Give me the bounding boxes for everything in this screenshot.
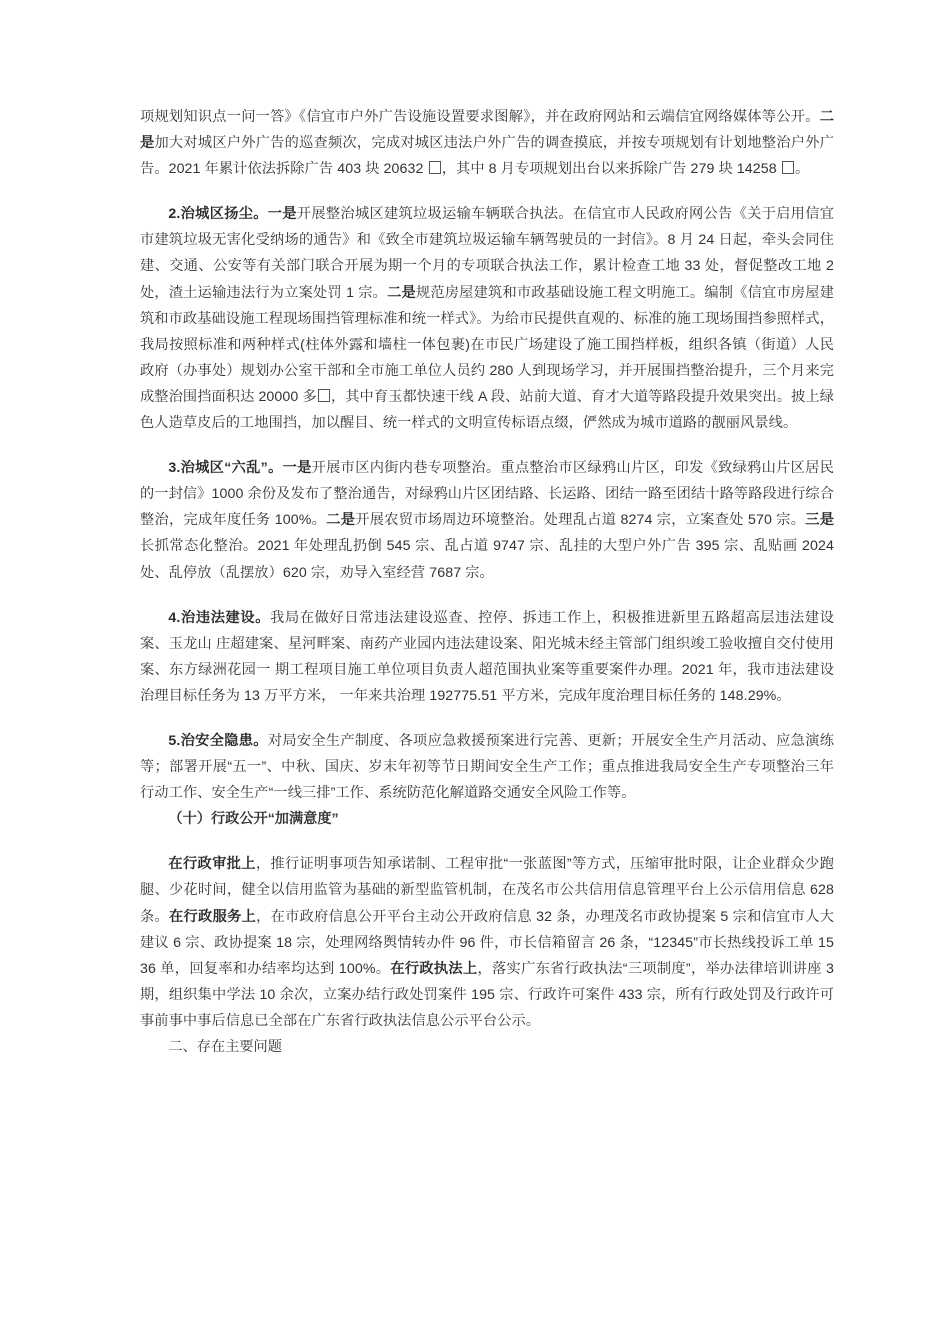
paragraph-illegal-construction-governance: 4.治违法建设。我局在做好日常违法建设巡查、控停、拆违工作上，积极推进新里五路超高层违法建设案、玉龙山 庄超建案、星河畔案、南药产业园内违法建设案、阳光城未经主管部门组织竣工验收擅自交付使用案、东方绿洲花园一 期工程项目施工单位项目负责人超范围执业案等重要案件办理。2021 年，我市违法建设治理目标任务为 13 万平方米， 一年来共治理 192775.51 平方米，完成年度治理目标任务的 148.29%。 bbox=[140, 609, 834, 704]
paragraph-administrative-openness: 在行政审批上，推行证明事项告知承诺制、工程审批“一张蓝图”等方式，压缩审批时限，让企业群众少跑腿、少花时间，健全以信用监管为基础的新型监管机制，在茂名市公共信用信息管理平台上公示信用信息 628 条。在行政服务上，在市政府信息公开平台主动公开政府信息 32 条，办理茂名市政协提案 5 宗和信宜市人大建议 6 宗、政协提案 18 宗，处理网络舆情转办件 96 件，市长信箱留言 26 条，“12345”市长热线投诉工单 1536 单，回复率和办结率均达到 100%。在行政执法上，落实广东省行政执法“三项制度”，举办法律培训讲座 3 期，组织集中学法 10 余次，立案办结行政处罚案件 195 宗、行政许可案件 433 宗，所有行政处罚及行政许可事前事中事后信息已全部在广东省行政执法信息公示平台公示。 bbox=[140, 856, 834, 1029]
missing-glyph-box bbox=[318, 389, 330, 402]
next-section-title-existing-problems: 二、存在主要问题 bbox=[168, 1039, 282, 1055]
emphasis-run: 3.治城区“六乱”。一是 bbox=[168, 460, 312, 477]
emphasis-run: 二是 bbox=[140, 109, 834, 152]
missing-glyph-box bbox=[782, 161, 794, 174]
emphasis-run: 二是 bbox=[387, 284, 416, 301]
emphasis-run: 4.治违法建设。 bbox=[168, 609, 271, 626]
emphasis-run: 在行政服务上 bbox=[169, 908, 257, 925]
document-body bbox=[140, 104, 834, 1060]
emphasis-run: 三是 bbox=[805, 512, 835, 529]
section-heading-administrative-openness: （十）行政公开“加满意度” bbox=[168, 811, 339, 828]
paragraph-city-dust-control: 2.治城区扬尘。一是开展整治城区建筑垃圾运输车辆联合执法。在信宜市人民政府网公告《关于启用信宜市建筑垃圾无害化受纳场的通告》和《致全市建筑垃圾运输车辆驾驶员的一封信》。8 月 24 日起，牵头会同住建、交通、公安等有关部门联合开展为期一个月的专项联合执法工作，累计检查工地 33 处，督促整改工地 2 处，渣土运输违法行为立案处罚 1 宗。二是规范房屋建筑和市政基础设施工程文明施工。编制《信宜市房屋建筑和市政基础设施工程现场围挡管理标准和统一样式》。为给市民提供直观的、标准的施工现场围挡参照样式，我局按照标准和两种样式(柱体外露和墙柱一体包裹)在市民广场建设了施工围挡样板，组织各镇（街道）人民政府（办事处）规划办公室干部和全市施工单位人员约 280 人到现场学习，并开展围挡整治提升，三个月来完成整治围挡面积达 20000 多 ，其中育玉都快速干线 A 段、站前大道、育才大道等路段提升效果突出。披上绿色人造草皮后的工地围挡，加以醒目、统一样式的文明宣传标语点缀，俨然成为城市道路的靓丽风景线。 bbox=[140, 206, 835, 432]
emphasis-run: 在行政执法上 bbox=[390, 960, 478, 977]
missing-glyph-box bbox=[429, 161, 441, 174]
paragraph-safety-hazard-governance: 5.治安全隐患。对局安全生产制度、各项应急救援预案进行完善、更新；开展安全生产月活动、应急演练等；部署开展“五一”、中秋、国庆、岁末年初等节日期间安全生产工作；重点推进我局安全生产专项整治三年行动工作、安全生产“一线三排”工作、系统防范化解道路交通安全风险工作等。 bbox=[140, 732, 834, 802]
emphasis-run: 2.治城区扬尘。一是 bbox=[168, 206, 297, 223]
paragraph-outdoor-advertising: 项规划知识点一问一答》《信宜市户外广告设施设置要求图解》，并在政府网站和云端信宜网络媒体等公开。二是加大对城区户外广告的巡查频次，完成对城区违法户外广告的调查摸底，并按专项规划有计划地整治户外广告。2021 年累计依法拆除广告 403 块 20632 ，其中 8 月专项规划出台以来拆除广告 279 块 14258 。 bbox=[140, 109, 834, 178]
emphasis-run: 二是 bbox=[326, 512, 356, 529]
paragraph-six-chaos-governance: 3.治城区“六乱”。一是开展市区内街内巷专项整治。重点整治市区绿鸦山片区，印发《致绿鸦山片区居民的一封信》1000 余份及发布了整治通告，对绿鸦山片区团结路、长运路、团结一路至团结十路等路段进行综合整治，完成年度任务 100%。二是开展农贸市场周边环境整治。处理乱占道 8274 宗，立案查处 570 宗。三是长抓常态化整治。2021 年处理乱扔倒 545 宗、乱占道 9747 宗、乱挂的大型户外广告 395 宗、乱贴画 2024 处、乱停放（乱摆放）620 宗，劝导入室经营 7687 宗。 bbox=[140, 460, 835, 581]
emphasis-run: 5.治安全隐患。 bbox=[168, 732, 268, 749]
emphasis-run: 在行政审批上 bbox=[168, 856, 256, 873]
